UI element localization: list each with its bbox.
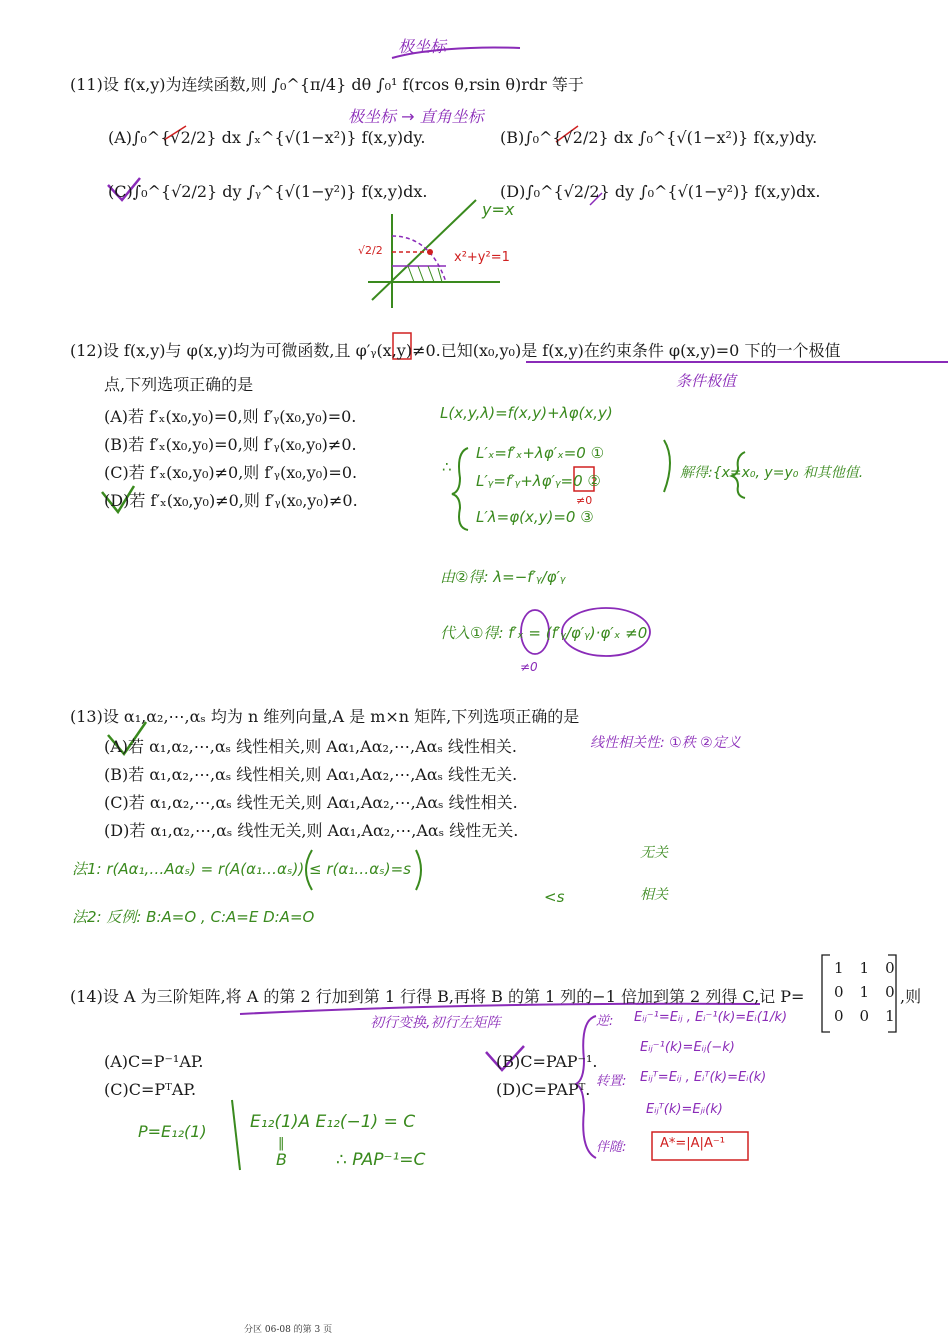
matrix-row [826,956,903,980]
matrix-cell: 1 [834,959,844,977]
q14-note-inv1: Eᵢⱼ⁻¹=Eᵢⱼ , Eᵢ⁻¹(k)=Eᵢ(1/k) [634,1010,788,1025]
matrix-cell: 0 [885,983,895,1001]
sketch-hatch [408,266,442,282]
sketch-arc [392,236,446,282]
sketch-point [427,249,433,255]
q13-note-lts: <s [544,888,565,906]
q14-note-adj: A*=|A|A⁻¹ [660,1136,725,1151]
q11-option-c: (C)∫₀^{√2/2} dy ∫ᵧ^{√(1−y²)} f(x,y)dx. [108,182,428,201]
q14-note-b: B [276,1150,287,1169]
matrix-cell: 0 [834,1007,844,1025]
page-footer: 分区 06-08 的第 3 页 [244,1325,333,1335]
bar-14 [232,1100,240,1170]
q14-note-proc: E₁₂(1)A E₁₂(−1) = C [250,1112,416,1132]
q12-note-into1: 代入①得: f′ₓ = (f′ᵧ/φ′ᵧ)·φ′ₓ ≠0 [440,624,648,642]
q12-note-tag: 条件极值 [676,372,737,390]
q14-note-tr1: Eᵢⱼᵀ=Eᵢⱼ , Eᵢᵀ(k)=Eᵢ(k) [640,1070,767,1085]
paren-13b [416,850,421,890]
q14-note-tr-label: 转置: [596,1074,627,1089]
matrix-row [826,1004,903,1028]
q14-option-c: (C)C=PᵀAP. [104,1080,197,1099]
q13-note-wuguan: 无关 [640,845,668,861]
q11-note-circle: x²+y²=1 [454,250,510,265]
q12-note-from2: 由②得: λ=−f′ᵧ/φ′ᵧ [440,568,566,586]
q12-option-b: (B)若 f′ₓ(x₀,y₀)=0,则 f′ᵧ(x₀,y₀)≠0. [104,435,357,454]
q14-tail: ,则 [900,987,922,1006]
q14-note-tr2: Eᵢⱼᵀ(k)=Eⱼᵢ(k) [646,1102,723,1117]
brace-12 [452,448,468,530]
q14-stem: (14)设 A 为三阶矩阵,将 A 的第 2 行加到第 1 行得 B,再将 B 的第 1 列的−1 倍加到第 2 列得 C,记 P= [70,987,805,1006]
q14-note-rule: 初行变换,初行左矩阵 [370,1015,501,1031]
q12-note-mark: ≠0 [520,660,538,674]
q12-note-solve: 解得:{x=x₀, y=y₀ 和其他值. [680,465,864,481]
q11-note-yaxis: √2/2 [358,244,383,257]
q14-matrix [826,956,903,1028]
q13-option-a: (A)若 α₁,α₂,⋯,αₛ 线性相关,则 Aα₁,Aα₂,⋯,Aαₛ 线性相关. [104,737,518,756]
q11-note-line: y=x [482,200,515,219]
q14-note-eqsign: ‖ [278,1136,285,1151]
q11-option-d: (D)∫₀^{√2/2} dy ∫₀^{√(1−y²)} f(x,y)dx. [500,182,821,201]
matrix-cell: 1 [885,1007,895,1025]
brace-right [664,440,670,492]
q12-note-eq3: L′λ=φ(x,y)=0 ③ [476,508,594,526]
q13-stem: (13)设 α₁,α₂,⋯,αₛ 均为 n 维列向量,A 是 m×n 矩阵,下列选项正确的是 [70,707,580,726]
q12-note-therefore: ∴ [442,458,452,476]
q13-note-method: 线性相关性: ①秩 ②定义 [590,735,741,751]
q11-option-b: (B)∫₀^{√2/2} dx ∫₀^{√(1−x²)} f(x,y)dy. [500,128,818,147]
q12-stem-line2: 点,下列选项正确的是 [104,375,254,394]
q11-note-top: 极坐标 [398,37,447,56]
q13-note-sol2: 法2: 反例: B:A=O , C:A=E D:A=O [72,908,315,926]
q11-option-a: (A)∫₀^{√2/2} dx ∫ₓ^{√(1−x²)} f(x,y)dy. [108,128,426,147]
q12-note-lagrange: L(x,y,λ)=f(x,y)+λφ(x,y) [440,404,613,422]
q12-stem-line1: (12)设 f(x,y)与 φ(x,y)均为可微函数,且 φ′ᵧ(x,y)≠0.已知(x₀,y₀)是 f(x,y)在约束条件 φ(x,y)=0 下的一个极值 [70,341,841,360]
q14-note-inv2: Eᵢⱼ⁻¹(k)=Eᵢⱼ(−k) [640,1040,735,1055]
q14-option-a: (A)C=P⁻¹AP. [104,1052,204,1071]
matrix-cell: 1 [859,983,870,1001]
q14-note-pdef: P=E₁₂(1) [138,1122,207,1141]
q14-note-concl: ∴ PAP⁻¹=C [336,1150,426,1170]
q14-note-inv-label: 逆: [596,1014,614,1029]
q11-note-convert: 极坐标 → 直角坐标 [348,107,484,126]
q14-option-b: (B)C=PAP⁻¹. [496,1052,598,1071]
q13-option-c: (C)若 α₁,α₂,⋯,αₛ 线性无关,则 Aα₁,Aα₂,⋯,Aαₛ 线性相关. [104,793,518,812]
q12-option-c: (C)若 f′ₓ(x₀,y₀)≠0,则 f′ᵧ(x₀,y₀)=0. [104,463,358,482]
q12-note-eq2: L′ᵧ=f′ᵧ+λφ′ᵧ=0 ② [476,472,601,490]
q13-option-b: (B)若 α₁,α₂,⋯,αₛ 线性相关,则 Aα₁,Aα₂,⋯,Aαₛ 线性无关. [104,765,518,784]
matrix-cell: 0 [859,1007,870,1025]
q12-option-d: (D)若 f′ₓ(x₀,y₀)≠0,则 f′ᵧ(x₀,y₀)≠0. [104,491,358,510]
matrix-cell: 0 [834,983,844,1001]
q11-stem: (11)设 f(x,y)为连续函数,则 ∫₀^{π/4} dθ ∫₀¹ f(rcos θ,rsin θ)rdr 等于 [70,75,584,94]
q12-note-neq0: ≠0 [576,494,593,507]
q13-note-xiangguan: 相关 [640,887,668,903]
q14-note-adj-label: 伴随: [596,1140,627,1155]
q12-note-eq1: L′ₓ=f′ₓ+λφ′ₓ=0 ① [476,444,605,462]
q12-option-a: (A)若 f′ₓ(x₀,y₀)=0,则 f′ᵧ(x₀,y₀)=0. [104,407,357,426]
matrix-cell: 0 [885,959,895,977]
q13-note-sol1: 法1: r(Aα₁,…Aαₛ) = r(A(α₁…αₛ)) ≤ r(α₁…αₛ)=s [72,860,411,878]
matrix-cell: 1 [859,959,870,977]
matrix-row [826,980,903,1004]
q13-option-d: (D)若 α₁,α₂,⋯,αₛ 线性无关,则 Aα₁,Aα₂,⋯,Aαₛ 线性无关. [104,821,519,840]
q14-option-d: (D)C=PAPᵀ. [496,1080,591,1099]
